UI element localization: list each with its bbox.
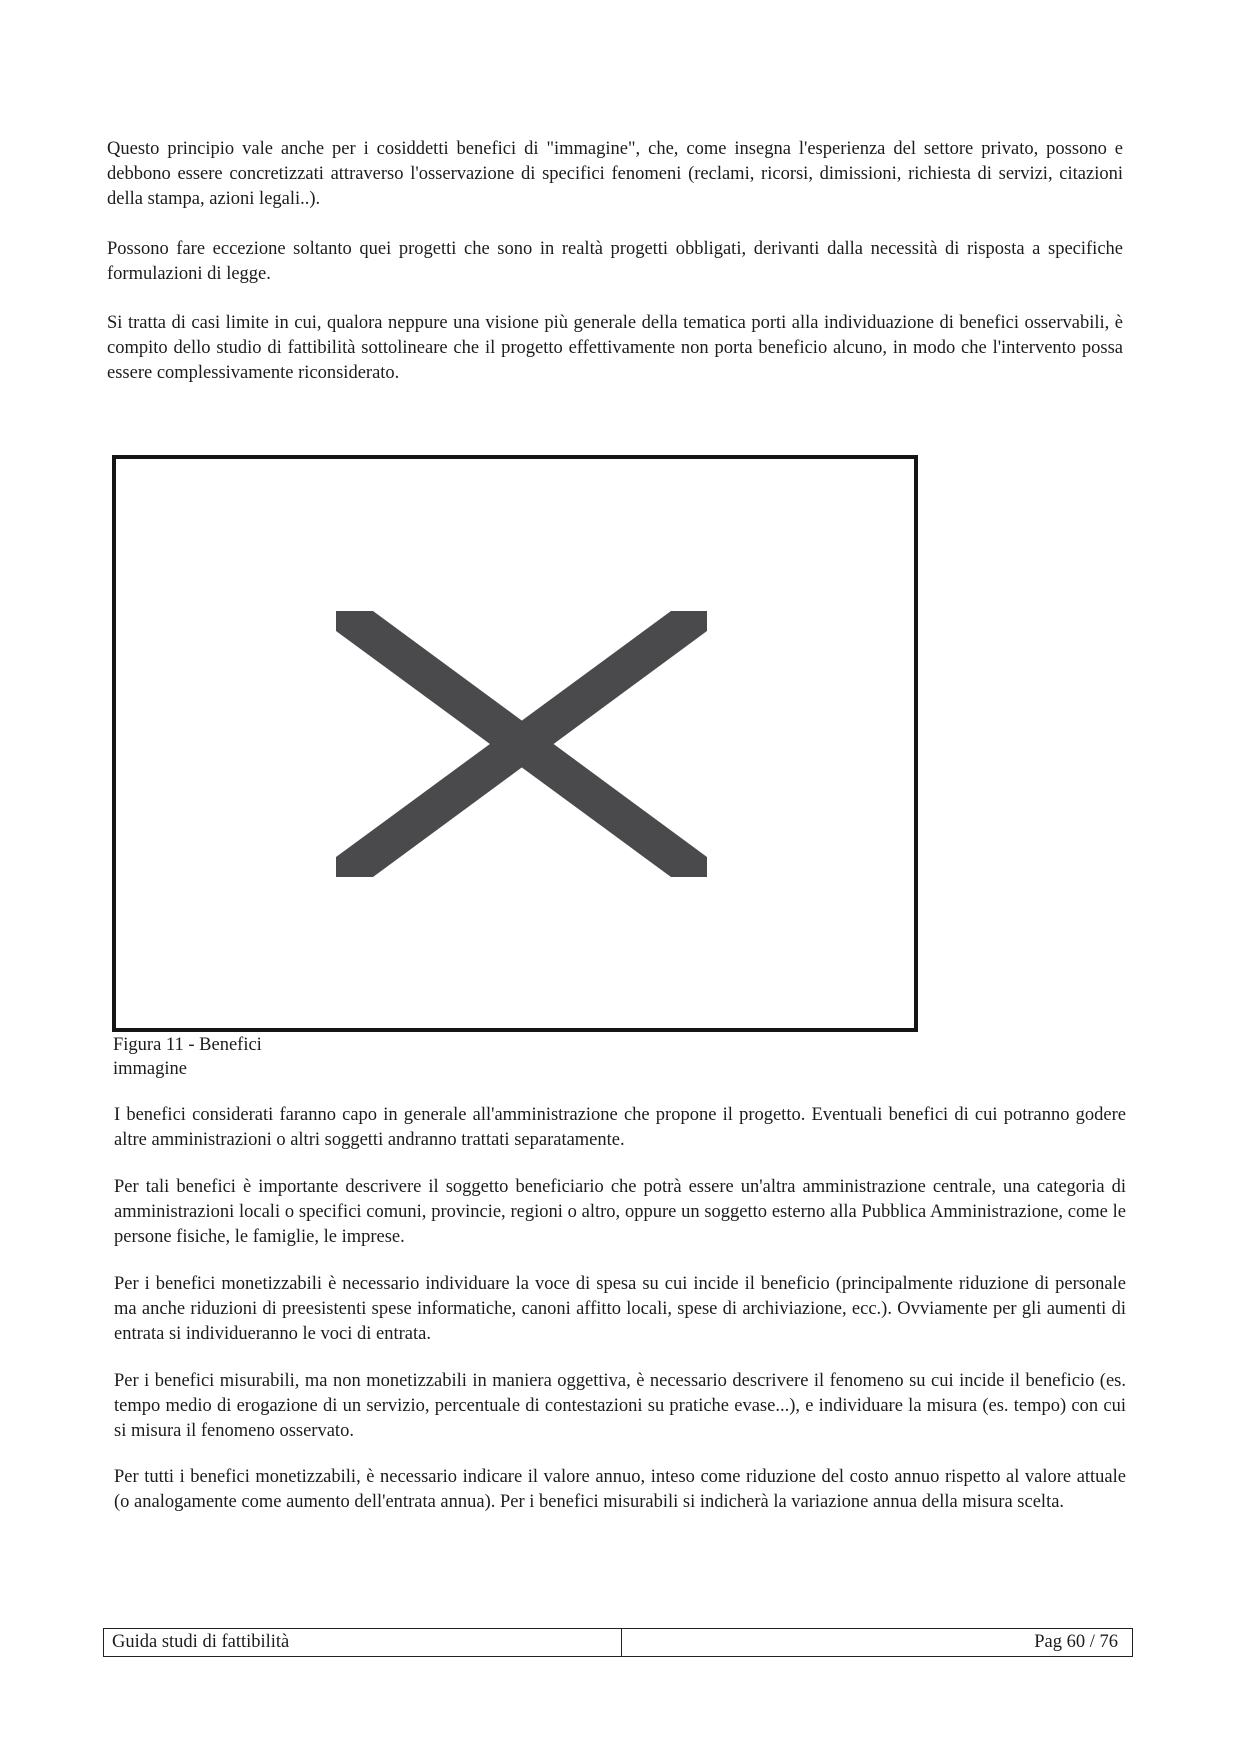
- figure-caption: Figura 11 - Benefici immagine: [113, 1035, 262, 1079]
- body-paragraph: Questo principio vale anche per i cosiddetti benefici di "immagine", che, come insegna l'esperienza del settore privato, possono e debbono essere concretizzati attraverso l'osservazione di specifici fenomeni (reclami, ricorsi, dimissioni, richiesta di servizi, citazioni della stampa, azioni legali..).: [107, 139, 1123, 209]
- body-paragraph: I benefici considerati faranno capo in generale all'amministrazione che propone il progetto. Eventuali benefici di cui potranno godere altre amministrazioni o altri soggetti andranno trattati separatamente.: [114, 1105, 1126, 1150]
- page-footer: [103, 1628, 1133, 1657]
- figure-image-placeholder: [112, 455, 918, 1032]
- body-paragraph: Per i benefici misurabili, ma non monetizzabili in maniera oggettiva, è necessario descrivere il fenomeno su cui incide il beneficio (es. tempo medio di erogazione di un servizio, percentuale di contestazioni su pratiche evase...), e individuare la misura (es. tempo) con cui si misura il fenomeno osservato.: [114, 1371, 1126, 1441]
- footer-page-number: Pag 60 / 76: [1034, 1632, 1118, 1652]
- body-paragraph: Per tali benefici è importante descrivere il soggetto beneficiario che potrà essere un'altra amministrazione centrale, una categoria di amministrazioni locali o specifici comuni, provincie, regioni o altro, oppure un soggetto esterno alla Pubblica Amministrazione, come le persone fisiche, le famiglie, le imprese.: [114, 1177, 1126, 1247]
- body-paragraph: Per i benefici monetizzabili è necessario individuare la voce di spesa su cui incide il beneficio (principalmente riduzione di personale ma anche riduzioni di preesistenti spese informatiche, canoni affitto locali, spese di archiviazione, ecc.). Ovviamente per gli aumenti di entrata si individueranno le voci di entrata.: [114, 1274, 1126, 1344]
- body-paragraph: Possono fare eccezione soltanto quei progetti che sono in realtà progetti obbligati, derivanti dalla necessità di risposta a specifiche formulazioni di legge.: [107, 239, 1123, 284]
- body-paragraph: Si tratta di casi limite in cui, qualora neppure una visione più generale della tematica porti alla individuazione di benefici osservabili, è compito dello studio di fattibilità sottolineare che il progetto effettivamente non porta beneficio alcuno, in modo che l'intervento possa essere complessivamente riconsiderato.: [107, 313, 1123, 383]
- body-paragraph: Per tutti i benefici monetizzabili, è necessario indicare il valore annuo, inteso come riduzione del costo annuo rispetto al valore attuale (o analogamente come aumento dell'entrata annua). Per i benefici misurabili si indicherà la variazione annua della misura scelta.: [114, 1467, 1126, 1512]
- footer-document-title: Guida studi di fattibilità: [104, 1629, 622, 1656]
- broken-image-x-icon: [116, 459, 914, 1028]
